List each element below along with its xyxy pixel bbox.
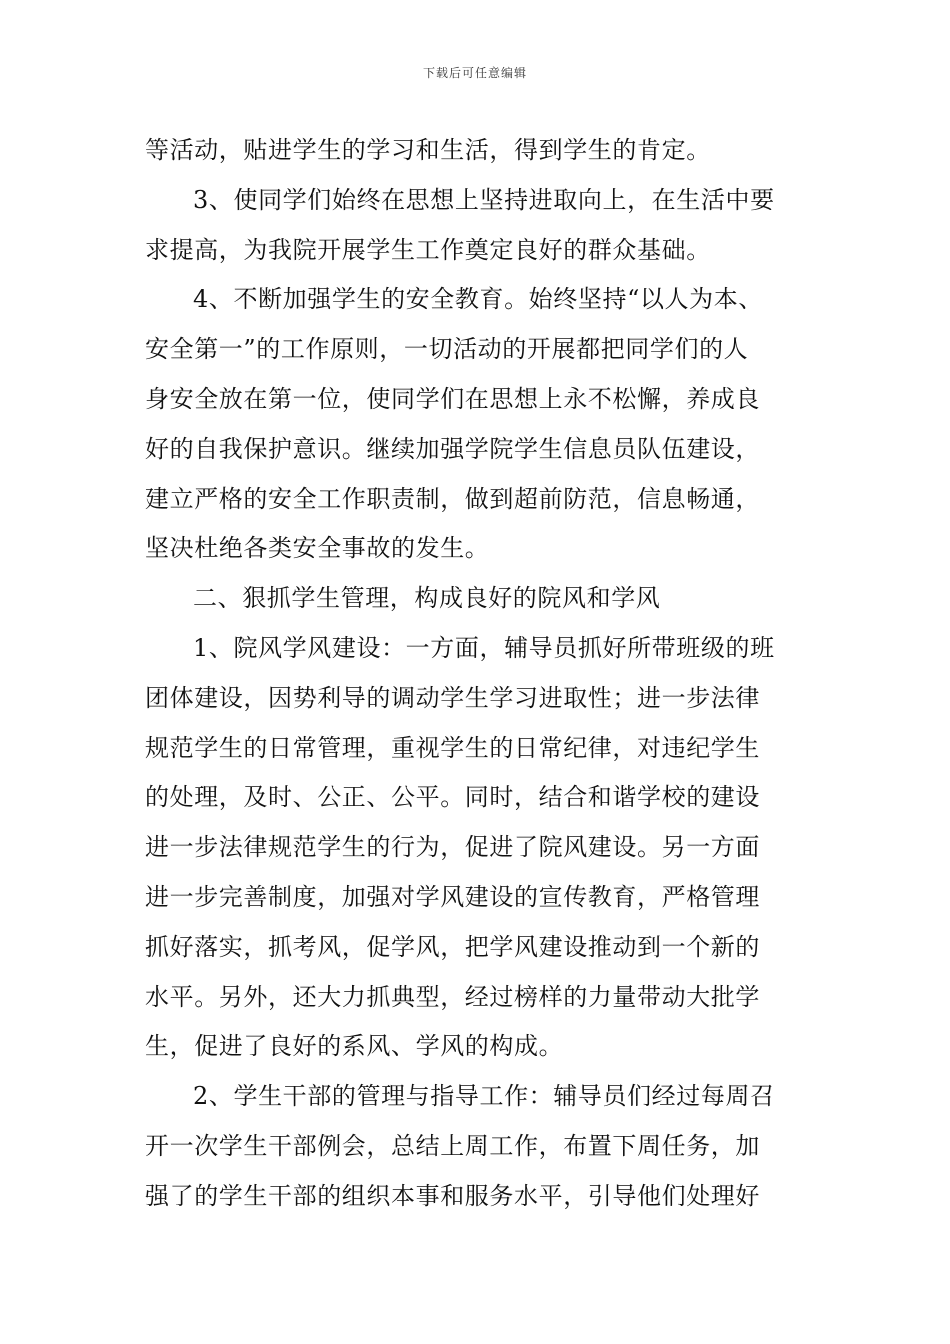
page-header: 下载后可任意编辑 — [422, 66, 527, 80]
text-line: 身安全放在第一位，使同学们在思想上永不松懈，养成良 — [145, 384, 760, 413]
text-line: 1、院风学风建设：一方面，辅导员抓好所带班级的班 — [193, 633, 775, 662]
text-line: 规范学生的日常管理，重视学生的日常纪律，对违纪学生 — [145, 733, 760, 762]
text-line: 生，促进了良好的系风、学风的构成。 — [145, 1032, 564, 1061]
text-line: 团体建设，因势利导的调动学生学习进取性；进一步法律 — [145, 683, 760, 712]
text-line: 的处理，及时、公正、公平。同时，结合和谐学校的建设 — [145, 783, 760, 812]
text-line: 开一次学生干部例会，总结上周工作，布置下周任务，加 — [145, 1131, 760, 1160]
document-body — [145, 126, 807, 1222]
text-line: 安全第一”的工作原则，一切活动的开展都把同学们的人 — [145, 335, 749, 364]
text-line: 3、使同学们始终在思想上坚持进取向上，在生活中要 — [193, 185, 775, 214]
text-line: 抓好落实，抓考风，促学风，把学风建设推动到一个新的 — [145, 932, 760, 961]
text-line: 2、学生干部的管理与指导工作：辅导员们经过每周召 — [193, 1082, 775, 1111]
text-line: 等活动，贴进学生的学习和生活，得到学生的肯定。 — [145, 136, 711, 164]
text-line: 进一步法律规范学生的行为，促进了院风建设。另一方面 — [145, 833, 760, 862]
text-line: 坚决杜绝各类安全事故的发生。 — [145, 534, 490, 563]
text-line: 好的自我保护意识。继续加强学院学生信息员队伍建设， — [145, 434, 760, 463]
text-line: 强了的学生干部的组织本事和服务水平，引导他们处理好 — [145, 1181, 760, 1210]
text-line: 水平。另外，还大力抓典型，经过榜样的力量带动大批学 — [145, 982, 760, 1011]
text-line: 建立严格的安全工作职责制，做到超前防范，信息畅通， — [145, 484, 760, 513]
section-heading: 二、狠抓学生管理，构成良好的院风和学风 — [193, 584, 661, 613]
text-line: 4、不断加强学生的安全教育。始终坚持“以人为本、 — [193, 285, 763, 314]
text-line: 求提高，为我院开展学生工作奠定良好的群众基础。 — [145, 235, 711, 264]
text-line: 进一步完善制度，加强对学风建设的宣传教育，严格管理 — [145, 882, 760, 911]
